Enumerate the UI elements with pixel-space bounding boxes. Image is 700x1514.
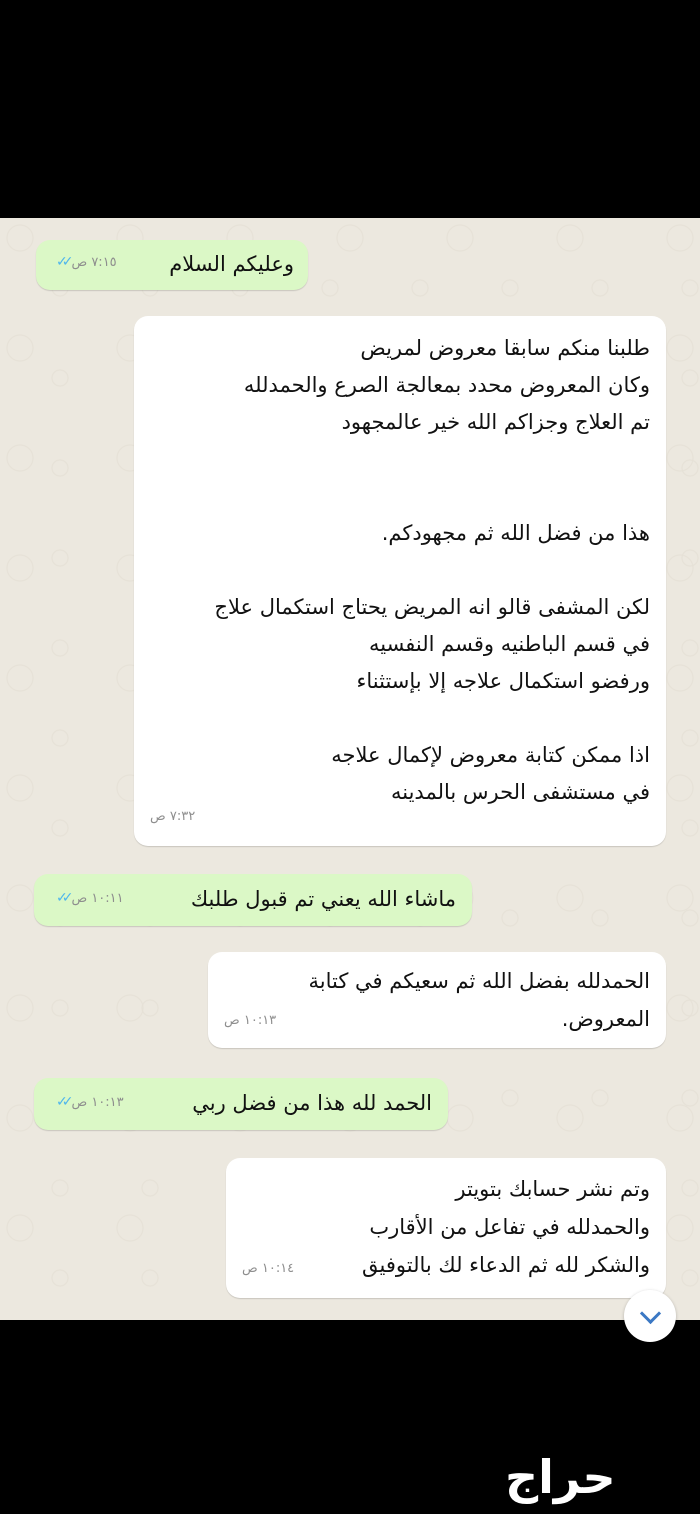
message-received[interactable] [134, 316, 666, 846]
message-time: ١٠:١٣ ص [71, 1095, 124, 1110]
message-time: ٧:٣٢ ص [150, 809, 196, 824]
message-received[interactable] [208, 952, 666, 1048]
message-meta [150, 799, 195, 834]
message-time: ١٠:١٤ ص [242, 1261, 295, 1276]
scroll-down-button[interactable] [624, 1290, 676, 1342]
message-sent[interactable] [34, 1078, 448, 1130]
message-time: ١٠:١١ ص [71, 891, 124, 906]
chevron-down-icon [639, 1302, 660, 1323]
message-meta [50, 245, 117, 280]
message-text: وتم نشر حسابك بتويتر والحمدلله في تفاعل من الأقارب والشكر لله ثم الدعاء لك بالتوفيق [362, 1177, 650, 1277]
message-text: الحمد لله هذا من فضل ربي [192, 1091, 432, 1115]
chat-area [0, 218, 700, 1320]
message-sent[interactable] [36, 240, 308, 290]
watermark-logo: حراج [505, 1450, 616, 1504]
double-check-icon: ✓✓ [56, 890, 68, 906]
double-check-icon: ✓✓ [56, 1094, 68, 1110]
message-text: وعليكم السلام [169, 252, 294, 276]
message-meta [50, 881, 124, 916]
message-meta [224, 1003, 276, 1038]
message-meta [50, 1085, 124, 1120]
message-meta [242, 1251, 294, 1286]
message-sent[interactable] [34, 874, 472, 926]
message-time: ٧:١٥ ص [71, 255, 117, 270]
message-time: ١٠:١٣ ص [224, 1013, 277, 1028]
message-received[interactable] [226, 1158, 666, 1298]
double-check-icon: ✓✓ [56, 254, 68, 270]
message-text: طلبنا منكم سابقا معروض لمريض وكان المعروض محدد بمعالجة الصرع والحمدلله تم العلاج وجزاكم الله خير عالمجهود هذا من فضل الله ثم مجهودكم. لكن المشفى قالو انه المريض يحتاج استكمال علاج في قسم الباطنيه وقسم النفسيه ورفضو استكمال علاجه إلا بإستثناء اذا ممكن كتابة معروض لإكمال علاجه في مستشفى الحرس بالمدينه [214, 336, 650, 804]
message-text: ماشاء الله يعني تم قبول طلبك [190, 887, 456, 911]
message-text: الحمدلله بفضل الله ثم سعيكم في كتابة المعروض. [308, 969, 650, 1031]
